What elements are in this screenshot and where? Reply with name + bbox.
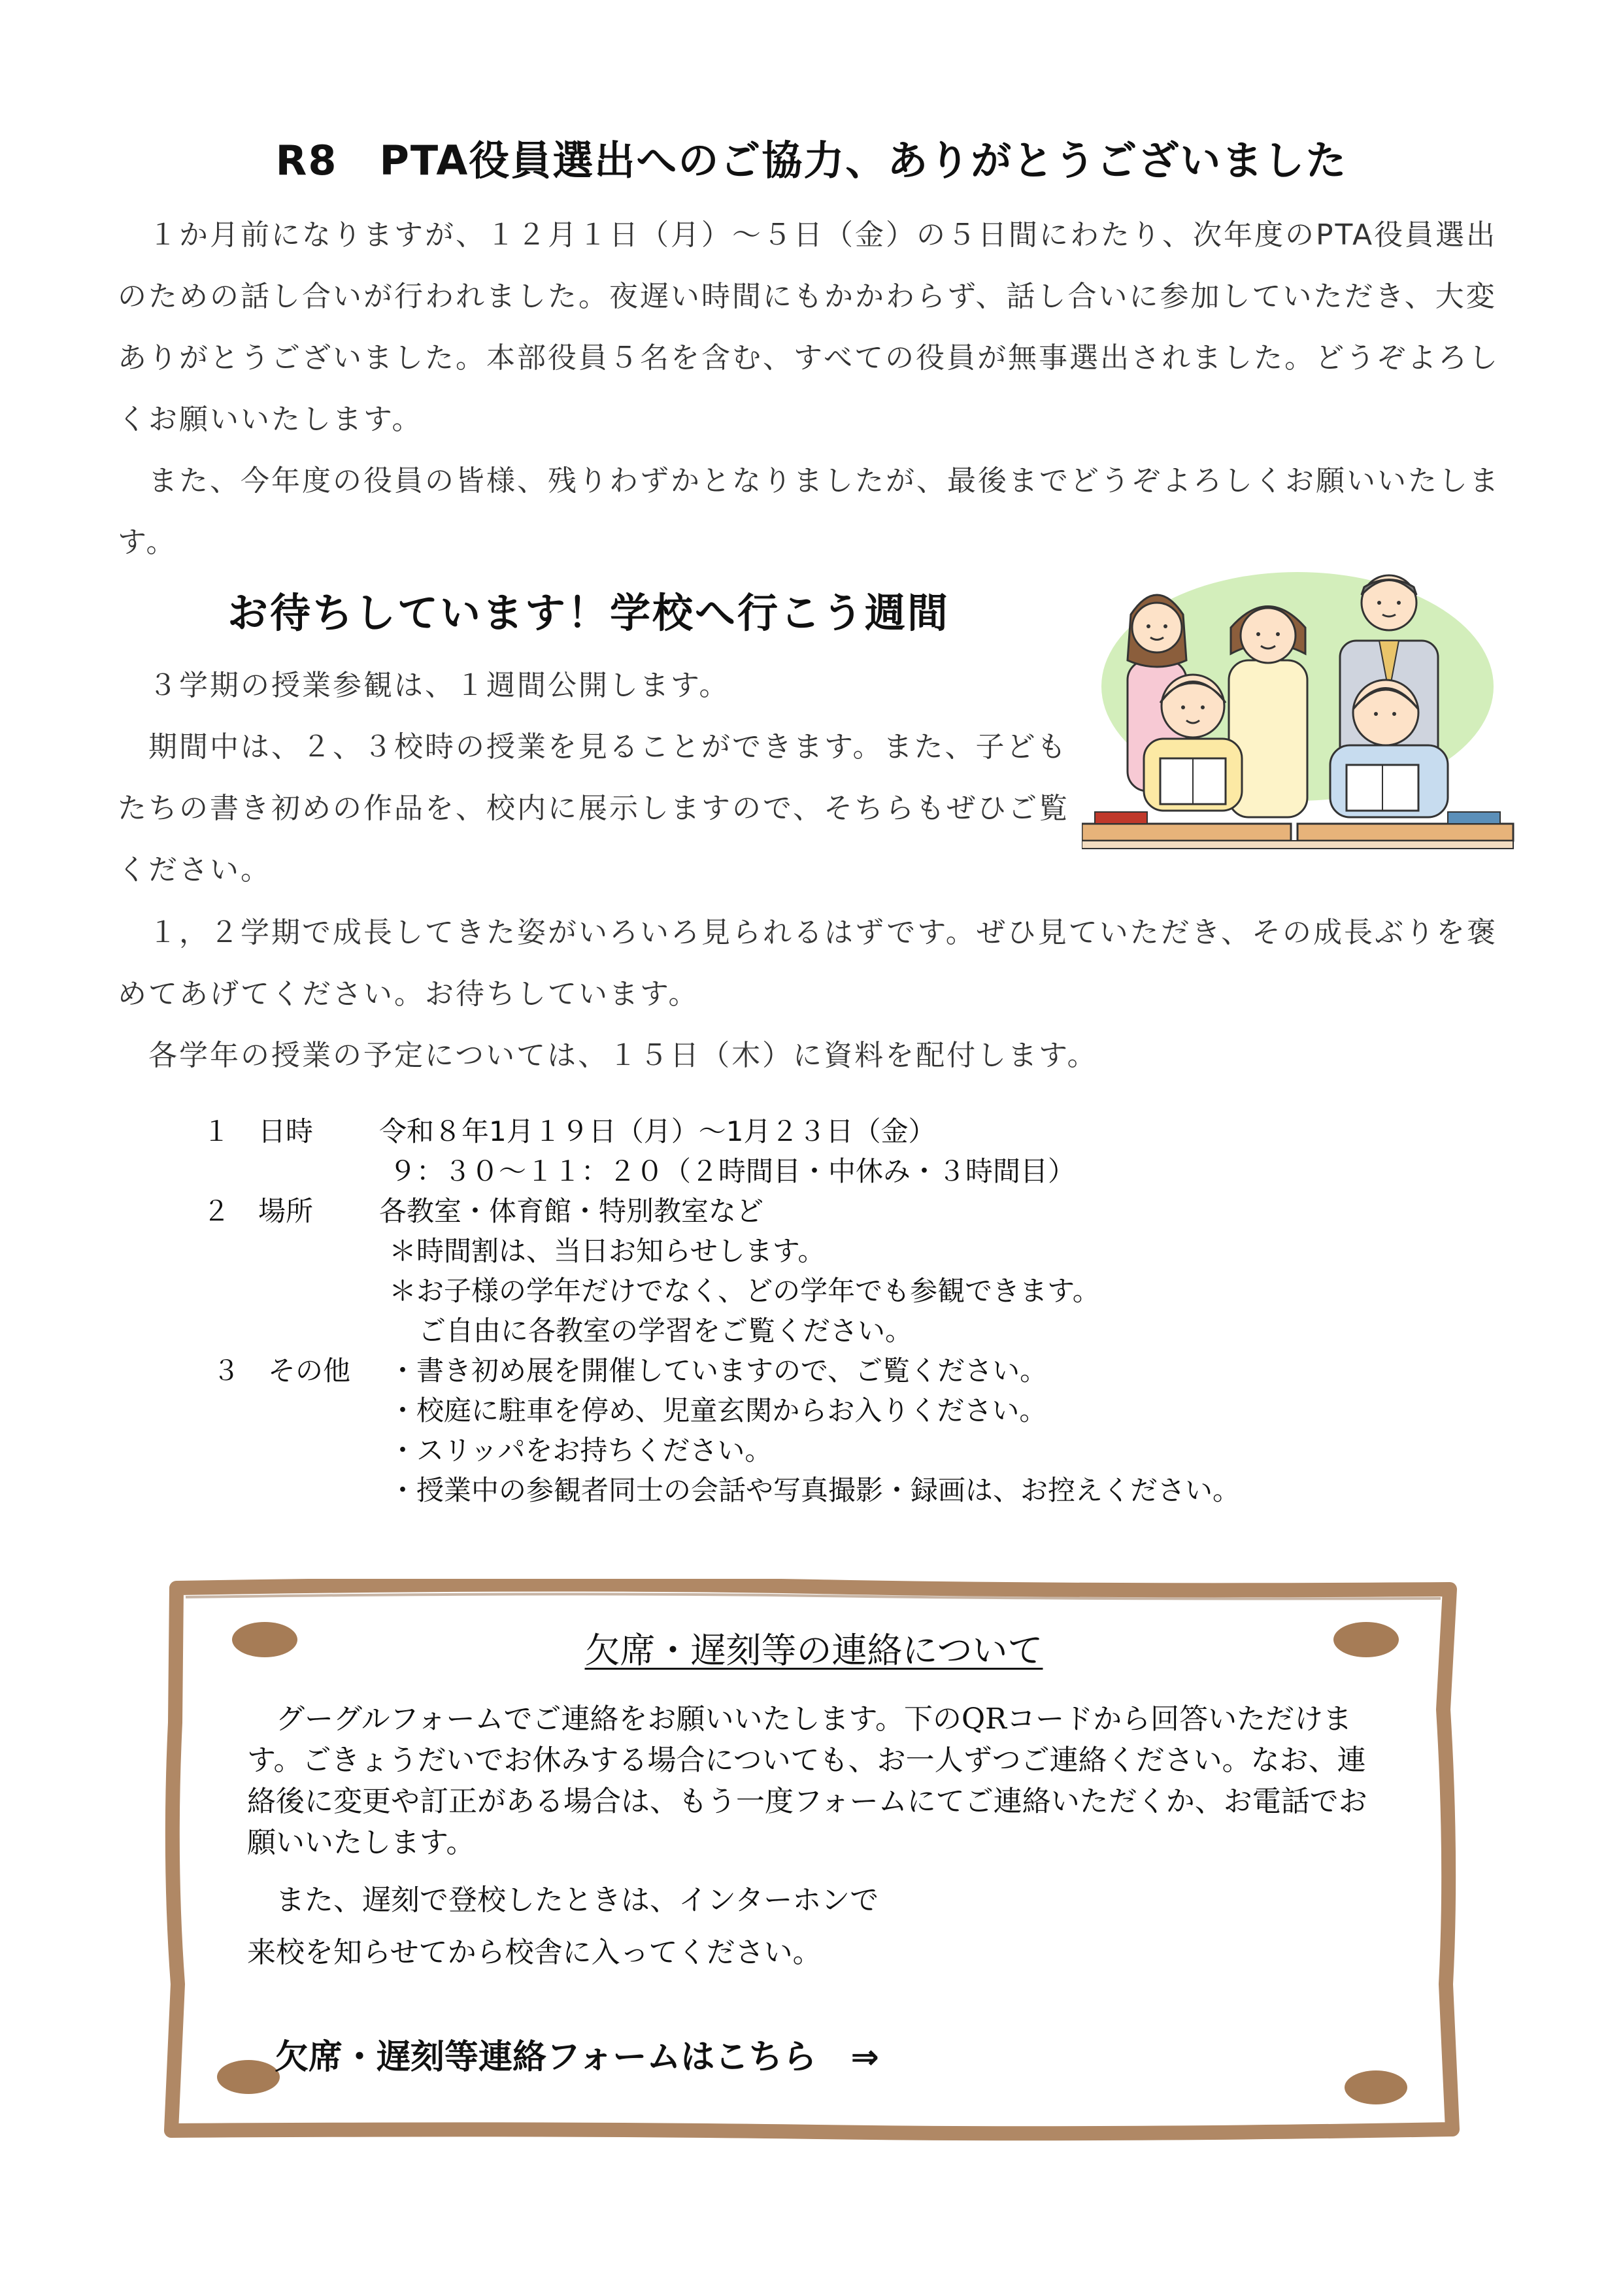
contact-notice-paragraph-2-line-1: また、遅刻で登校したときは、インターホンで: [247, 1883, 879, 1917]
detail-other-number: ３: [212, 1355, 241, 1387]
detail-place-note-2: ＊お子様の学年だけでなく、どの学年でも参観できます。: [389, 1275, 1100, 1307]
section2-paragraph-4: 各学年の授業の予定については、１５日（木）に資料を配付します。: [118, 1039, 1098, 1072]
absence-form-link[interactable]: 欠席・遅刻等連絡フォームはこちら ⇒: [275, 2038, 879, 2077]
section2-body-full: [118, 902, 1503, 1087]
frame-ornament-bottom-right: [1345, 2070, 1407, 2104]
family-classroom-illustration: [1082, 562, 1521, 863]
section1-title: R8 PTA役員選出へのご協力、ありがとうございました: [275, 137, 1348, 184]
section1-paragraph-1: １か月前になりますが、１２月１日（月）～５日（金）の５日間にわたり、次年度のPTA役員選出のための話し合いが行われました。夜遅い時間にもかかわらず、話し合いに参加していただき、大変ありがとうございました。本部役員５名を含む、すべての役員が無事選出されました。どうぞよろしくお願いいたします。: [118, 218, 1500, 436]
section1-body: [118, 205, 1503, 573]
detail-place-label: 場所: [258, 1195, 314, 1227]
detail-date-value: 令和８年1月１９日（月）～1月２３日（金）: [379, 1115, 936, 1147]
section2-title: お待ちしています！学校へ行こう週間: [227, 589, 950, 637]
detail-place-note-1: ＊時間割は、当日お知らせします。: [389, 1235, 826, 1267]
detail-other-item: ・書き初め展を開催していますので、ご覧ください。: [389, 1355, 1048, 1387]
contact-notice-body: [247, 1698, 1391, 1976]
contact-notice-paragraph-2-line-2: 来校を知らせてから校舎に入ってください。: [247, 1936, 822, 1969]
detail-time-value: ９：３０～１１：２０（２時間目・中休み・３時間目）: [389, 1155, 1076, 1187]
detail-date-number: １: [203, 1115, 231, 1147]
section1-paragraph-2: また、今年度の役員の皆様、残りわずかとなりましたが、最後までどうぞよろしくお願いいたします。: [118, 464, 1500, 559]
section2-paragraph-1: ３学期の授業参観は、１週間公開します。: [118, 669, 730, 702]
detail-other-label: その他: [268, 1355, 351, 1387]
detail-place-note-3: ご自由に各教室の学習をご覧ください。: [418, 1315, 913, 1347]
detail-place-number: ２: [203, 1195, 231, 1227]
section2-paragraph-3: １，２学期で成長してきた姿がいろいろ見られるはずです。ぜひ見ていただき、その成長ぶりを褒めてあげてください。お待ちしています。: [118, 916, 1498, 1011]
frame-ornament-bottom-left: [217, 2060, 280, 2094]
contact-notice-title: 欠席・遅刻等の連絡について: [584, 1630, 1043, 1671]
detail-other-item: ・スリッパをお持ちください。: [389, 1434, 773, 1466]
detail-other-item: ・校庭に駐車を停め、児童玄関からお入りください。: [389, 1394, 1047, 1427]
event-details: [196, 1111, 1438, 1510]
section2-body-side: [118, 655, 1079, 901]
detail-place-value: 各教室・体育館・特別教室など: [379, 1195, 764, 1227]
section2-paragraph-2: 期間中は、２、３校時の授業を見ることができます。また、子どもたちの書き初めの作品を、校内に展示しますので、そちらもぜひご覧ください。: [118, 730, 1070, 886]
detail-other-item: ・授業中の参観者同士の会話や写真撮影・録画は、お控えください。: [389, 1474, 1241, 1506]
detail-date-label: 日時: [258, 1115, 314, 1147]
contact-notice-paragraph-1: グーグルフォームでご連絡をお願いいたします。下のQRコードから回答いただけます。ごきょうだいでお休みする場合についても、お一人ずつご連絡ください。なお、連絡後に変更や訂正がある場合は、もう一度フォームにてご連絡いただくか、お電話でお願いいたします。: [247, 1702, 1367, 1859]
